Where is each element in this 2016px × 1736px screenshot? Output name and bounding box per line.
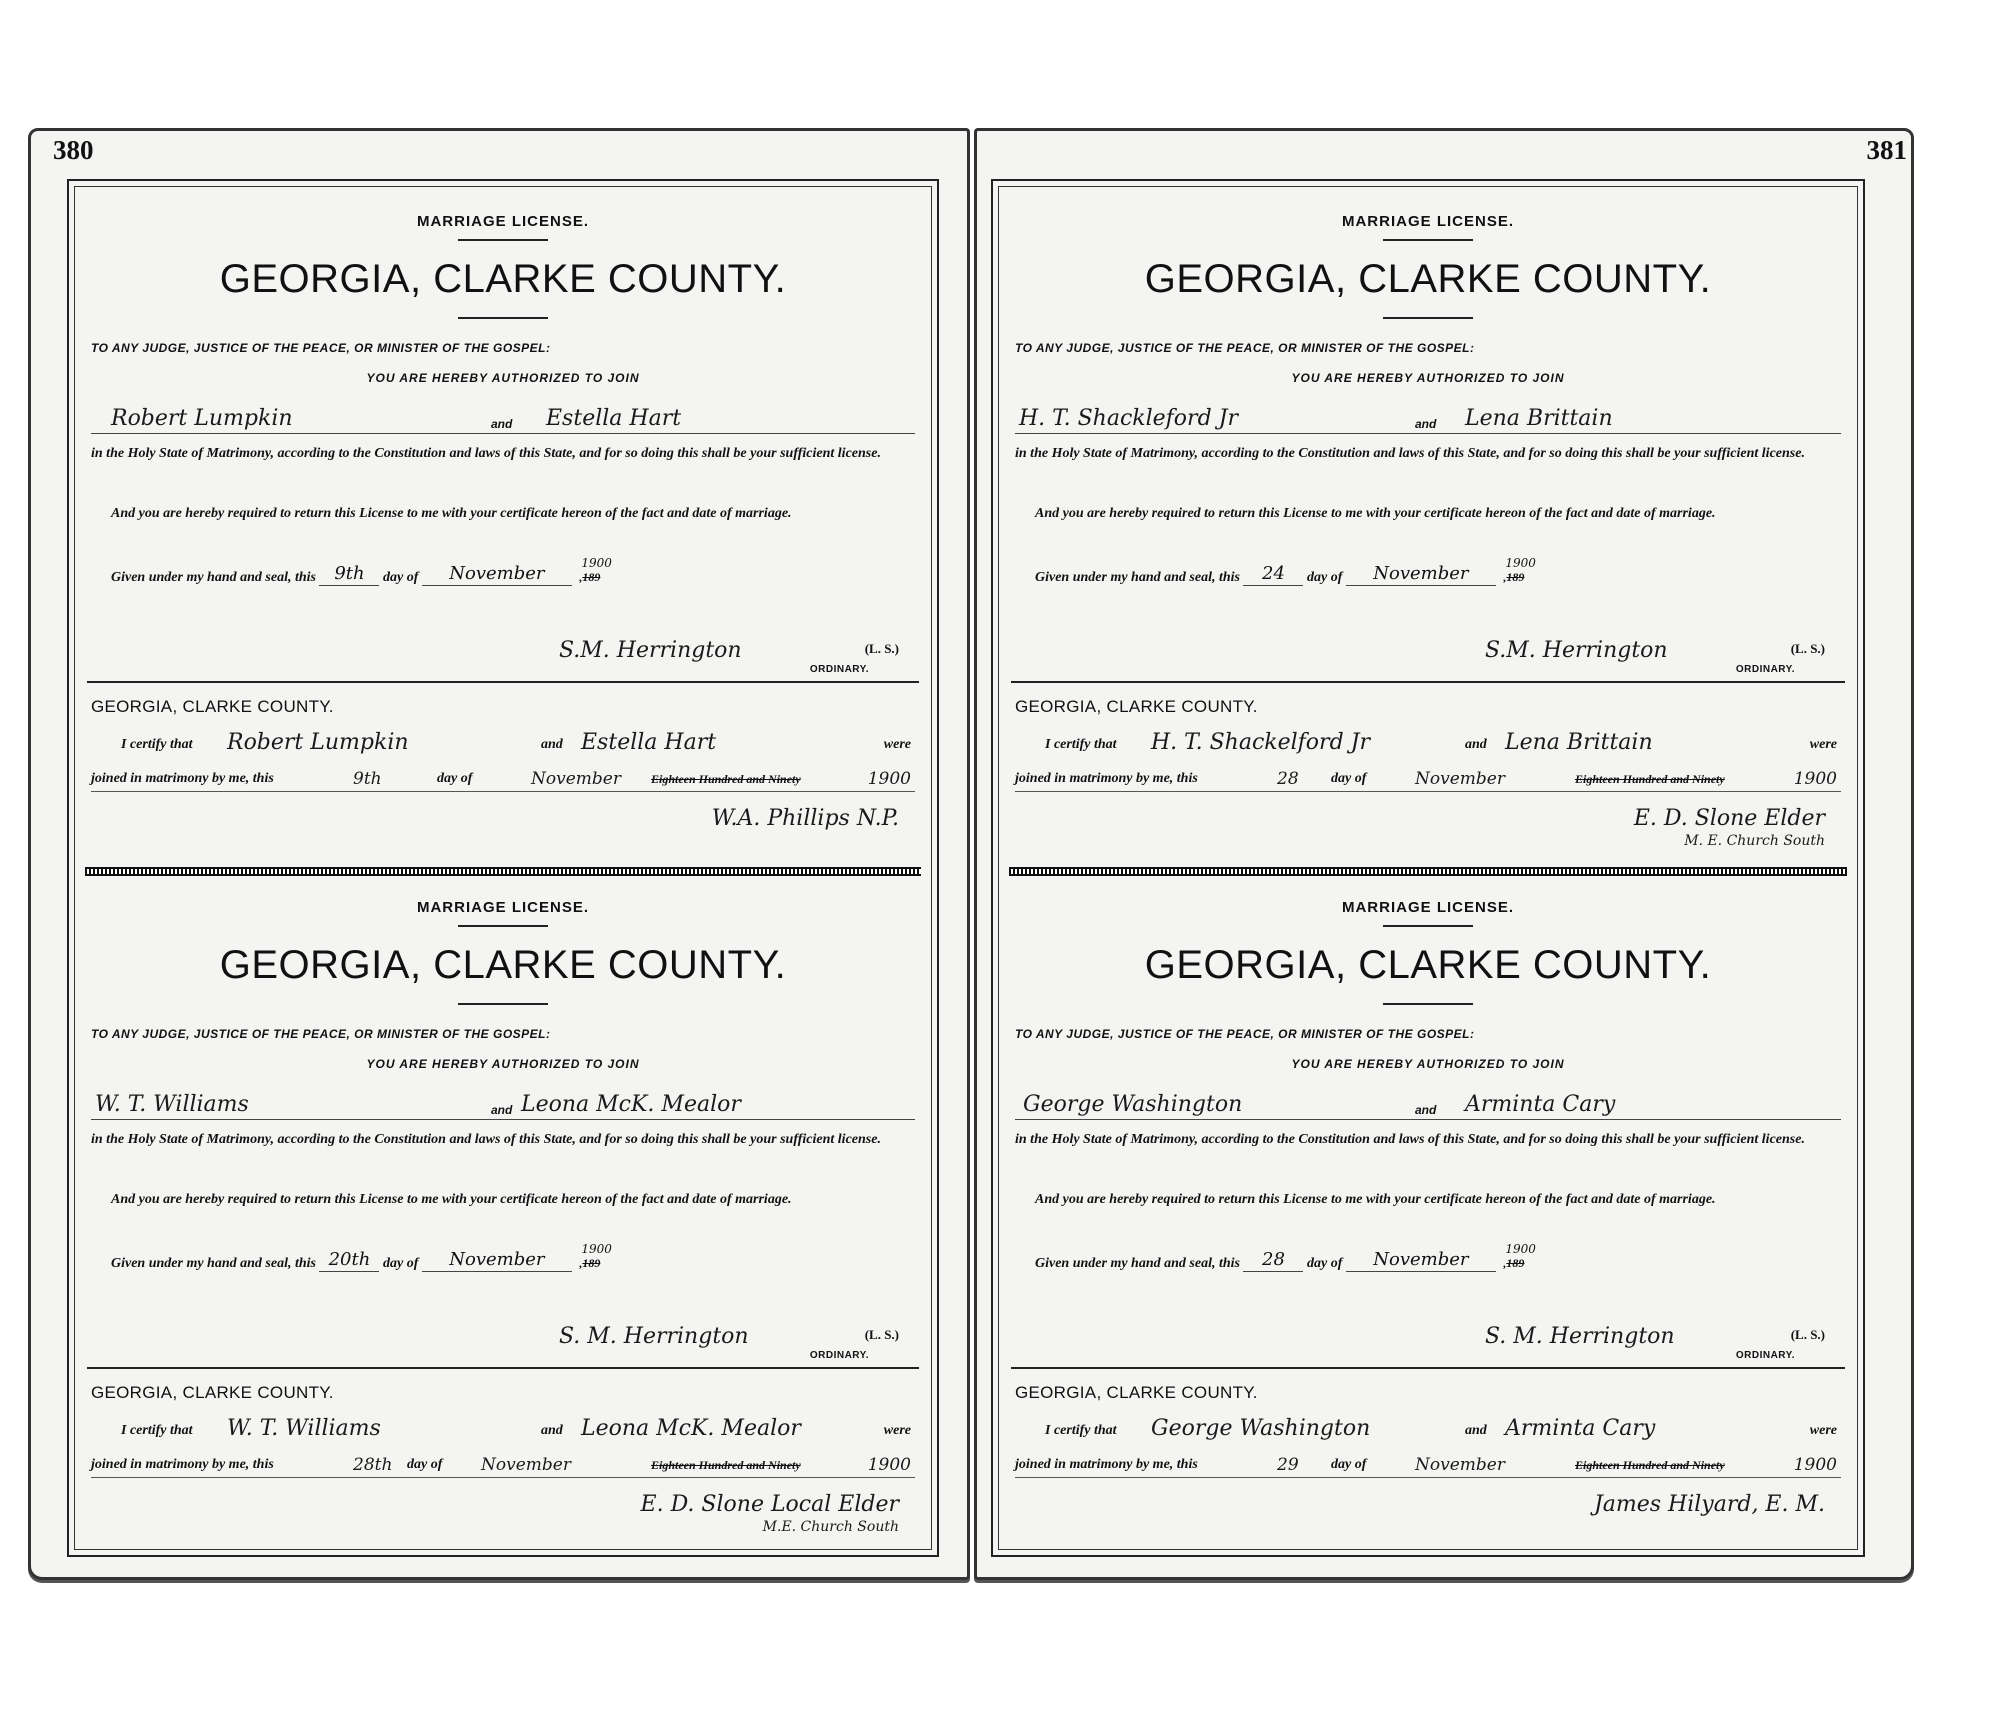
page-number: 381 xyxy=(1866,135,1907,165)
certify-label: I certify that xyxy=(121,737,193,752)
authorization-line: YOU ARE HEREBY AUTHORIZED TO JOIN xyxy=(366,371,640,385)
authorization-line: YOU ARE HEREBY AUTHORIZED TO JOIN xyxy=(1291,1057,1565,1071)
heavy-divider xyxy=(85,867,921,876)
divider xyxy=(1011,1367,1845,1369)
certificate-groom: W. T. Williams xyxy=(227,1416,381,1441)
seal-label: (L. S.) xyxy=(1790,1327,1825,1342)
officiant-title: M.E. Church South xyxy=(762,1519,899,1535)
day-of-label: day of xyxy=(1331,1457,1367,1472)
license-header: MARRIAGE LICENSE. xyxy=(1341,213,1514,230)
certificate-groom: H. T. Shackelford Jr xyxy=(1151,730,1370,755)
certificate-month: November xyxy=(531,769,621,789)
certificate-date-line xyxy=(1015,1447,1841,1478)
ordinary-signature: S.M. Herrington xyxy=(1485,638,1668,663)
certificate-bride: Lena Brittain xyxy=(1505,730,1653,755)
county-title: GEORGIA, CLARKE COUNTY. xyxy=(1144,943,1712,987)
groom-name: Robert Lumpkin xyxy=(111,406,293,431)
bride-name: Lena Brittain xyxy=(1465,406,1613,431)
addressed-to: TO ANY JUDGE, JUSTICE OF THE PEACE, OR MINISTER OF THE GOSPEL: xyxy=(1015,1027,1475,1041)
day-of-label: day of xyxy=(1331,771,1367,786)
and-label: and xyxy=(1415,1103,1437,1117)
year: , 1900 189 xyxy=(579,1242,612,1270)
eighteen-hundred-label: Eighteen Hundred and Ninety xyxy=(1575,1458,1725,1472)
given-line xyxy=(1035,556,1536,586)
given-day: 24 xyxy=(1243,563,1303,586)
divider xyxy=(1383,925,1473,927)
return-text: And you are hereby required to return this License to me with your certificate hereon of the fact and date of marriage. xyxy=(1035,1192,1716,1207)
and-label: and xyxy=(1465,737,1487,752)
certificate-bride: Arminta Cary xyxy=(1505,1416,1656,1441)
officiant-signature xyxy=(479,795,899,835)
names-line xyxy=(91,1085,915,1120)
seal-label: (L. S.) xyxy=(864,641,899,656)
given-label: Given under my hand and seal, this xyxy=(111,1256,316,1271)
divider xyxy=(1011,681,1845,683)
year-printed: 189 xyxy=(582,570,601,584)
names-line xyxy=(1015,1085,1841,1120)
certificate-month: November xyxy=(1415,769,1505,789)
joined-label: joined in matrimony by me, this xyxy=(1015,1457,1198,1472)
divider xyxy=(87,681,919,683)
ordinary-signature-block xyxy=(1485,615,1825,675)
day-of-label: day of xyxy=(407,1457,443,1472)
county-title: GEORGIA, CLARKE COUNTY. xyxy=(219,943,787,987)
certificate-names-line xyxy=(91,723,915,757)
groom-name: W. T. Williams xyxy=(95,1092,249,1117)
license-record xyxy=(87,195,919,861)
officiant-signature xyxy=(479,1481,899,1535)
authorization-line: YOU ARE HEREBY AUTHORIZED TO JOIN xyxy=(1291,371,1565,385)
certificate-county: GEORGIA, CLARKE COUNTY. xyxy=(1015,1383,1258,1402)
certificate-date-line xyxy=(91,761,915,792)
matrimony-text: in the Holy State of Matrimony, according to the Constitution and laws of this State, and for so doing this shall be your sufficient license. xyxy=(1015,1132,1805,1147)
matrimony-text: in the Holy State of Matrimony, according to the Constitution and laws of this State, and for so doing this shall be your sufficient license. xyxy=(91,446,881,461)
divider xyxy=(87,1367,919,1369)
groom-name: George Washington xyxy=(1023,1092,1243,1117)
certificate-county: GEORGIA, CLARKE COUNTY. xyxy=(91,697,334,716)
county-title: GEORGIA, CLARKE COUNTY. xyxy=(1144,257,1712,301)
certificate-county: GEORGIA, CLARKE COUNTY. xyxy=(91,1383,334,1402)
given-label: Given under my hand and seal, this xyxy=(1035,570,1240,585)
divider xyxy=(1383,239,1473,241)
given-label: Given under my hand and seal, this xyxy=(111,570,316,585)
year-written: 1900 xyxy=(581,1242,612,1256)
addressed-to: TO ANY JUDGE, JUSTICE OF THE PEACE, OR MINISTER OF THE GOSPEL: xyxy=(91,341,551,355)
officiant-name: E. D. Slone Elder xyxy=(1633,806,1825,831)
certify-label: I certify that xyxy=(1045,737,1117,752)
and-label: and xyxy=(1465,1423,1487,1438)
given-line xyxy=(111,556,612,586)
certificate-names-line xyxy=(1015,723,1841,757)
certificate-year: 1900 xyxy=(867,769,911,789)
certificate-names-line xyxy=(1015,1409,1841,1443)
groom-name: H. T. Shackleford Jr xyxy=(1019,406,1238,431)
were-label: were xyxy=(1809,1423,1837,1438)
were-label: were xyxy=(1809,737,1837,752)
officiant-name: James Hilyard, E. M. xyxy=(1593,1492,1825,1517)
year: , 1900 189 xyxy=(579,556,612,584)
given-line xyxy=(1035,1242,1536,1272)
license-record xyxy=(87,881,919,1547)
officiant-signature xyxy=(1405,795,1825,849)
and-label: and xyxy=(541,1423,563,1438)
year-printed: 189 xyxy=(1506,1256,1525,1270)
certificate-day: 9th xyxy=(353,769,382,789)
seal-label: (L. S.) xyxy=(864,1327,899,1342)
ledger-page-right xyxy=(974,128,1914,1580)
given-month: November xyxy=(422,1249,572,1272)
divider xyxy=(458,239,548,241)
certificate-day: 28th xyxy=(353,1455,393,1475)
return-text: And you are hereby required to return this License to me with your certificate hereon of the fact and date of marriage. xyxy=(111,1192,792,1207)
officiant-name: E. D. Slone Local Elder xyxy=(640,1492,899,1517)
certificate-month: November xyxy=(481,1455,571,1475)
and-label: and xyxy=(1415,417,1437,431)
and-label: and xyxy=(491,1103,513,1117)
day-of-label: day of xyxy=(1306,570,1343,585)
and-label: and xyxy=(541,737,563,752)
certificate-names-line xyxy=(91,1409,915,1443)
certificate-day: 28 xyxy=(1277,769,1299,789)
certificate-bride: Leona McK. Mealor xyxy=(581,1416,801,1441)
joined-label: joined in matrimony by me, this xyxy=(91,771,274,786)
ordinary-signature: S. M. Herrington xyxy=(1485,1324,1675,1349)
license-record xyxy=(1011,195,1845,861)
divider xyxy=(1383,1003,1473,1005)
officiant-signature xyxy=(1405,1481,1825,1521)
year-printed: 189 xyxy=(1506,570,1525,584)
divider xyxy=(1383,317,1473,319)
year-written: 1900 xyxy=(1505,1242,1536,1256)
matrimony-text: in the Holy State of Matrimony, according to the Constitution and laws of this State, and for so doing this shall be your sufficient license. xyxy=(91,1132,881,1147)
day-of-label: day of xyxy=(382,1256,419,1271)
addressed-to: TO ANY JUDGE, JUSTICE OF THE PEACE, OR MINISTER OF THE GOSPEL: xyxy=(1015,341,1475,355)
license-record xyxy=(1011,881,1845,1547)
joined-label: joined in matrimony by me, this xyxy=(1015,771,1198,786)
county-title: GEORGIA, CLARKE COUNTY. xyxy=(219,257,787,301)
given-day: 9th xyxy=(319,563,379,586)
officiant-name: W.A. Phillips N.P. xyxy=(711,806,899,831)
divider xyxy=(458,1003,548,1005)
names-line xyxy=(91,399,915,434)
given-day: 28 xyxy=(1243,1249,1303,1272)
certificate-date-line xyxy=(1015,761,1841,792)
day-of-label: day of xyxy=(382,570,419,585)
seal-label: (L. S.) xyxy=(1790,641,1825,656)
heavy-divider xyxy=(1009,867,1847,876)
ordinary-label: ORDINARY. xyxy=(809,1350,869,1361)
license-header: MARRIAGE LICENSE. xyxy=(1341,899,1514,916)
certificate-bride: Estella Hart xyxy=(581,730,717,755)
page-frame xyxy=(991,179,1865,1557)
year-written: 1900 xyxy=(581,556,612,570)
matrimony-text: in the Holy State of Matrimony, according to the Constitution and laws of this State, and for so doing this shall be your sufficient license. xyxy=(1015,446,1805,461)
given-month: November xyxy=(1346,563,1496,586)
ordinary-signature: S.M. Herrington xyxy=(559,638,742,663)
certify-label: I certify that xyxy=(121,1423,193,1438)
license-header: MARRIAGE LICENSE. xyxy=(416,213,589,230)
year: , 1900 189 xyxy=(1503,1242,1536,1270)
ledger-page-left xyxy=(28,128,970,1580)
bride-name: Estella Hart xyxy=(546,406,682,431)
ordinary-label: ORDINARY. xyxy=(1735,664,1795,675)
page-number: 380 xyxy=(53,135,94,165)
given-label: Given under my hand and seal, this xyxy=(1035,1256,1240,1271)
ordinary-signature-block xyxy=(559,615,899,675)
return-text: And you are hereby required to return this License to me with your certificate hereon of the fact and date of marriage. xyxy=(1035,506,1716,521)
were-label: were xyxy=(883,737,911,752)
bride-name: Leona McK. Mealor xyxy=(521,1092,741,1117)
ordinary-label: ORDINARY. xyxy=(809,664,869,675)
year: , 1900 189 xyxy=(1503,556,1536,584)
page-frame xyxy=(67,179,939,1557)
eighteen-hundred-label: Eighteen Hundred and Ninety xyxy=(1575,772,1725,786)
given-day: 20th xyxy=(319,1249,379,1272)
divider xyxy=(458,317,548,319)
certificate-year: 1900 xyxy=(1793,769,1837,789)
names-line xyxy=(1015,399,1841,434)
license-header: MARRIAGE LICENSE. xyxy=(416,899,589,916)
joined-label: joined in matrimony by me, this xyxy=(91,1457,274,1472)
divider xyxy=(458,925,548,927)
certificate-groom: George Washington xyxy=(1151,1416,1371,1441)
ordinary-signature-block xyxy=(559,1301,899,1361)
were-label: were xyxy=(883,1423,911,1438)
certify-label: I certify that xyxy=(1045,1423,1117,1438)
certificate-year: 1900 xyxy=(1793,1455,1837,1475)
certificate-year: 1900 xyxy=(867,1455,911,1475)
eighteen-hundred-label: Eighteen Hundred and Ninety xyxy=(651,772,801,786)
bride-name: Arminta Cary xyxy=(1465,1092,1616,1117)
given-month: November xyxy=(1346,1249,1496,1272)
eighteen-hundred-label: Eighteen Hundred and Ninety xyxy=(651,1458,801,1472)
ordinary-signature: S. M. Herrington xyxy=(559,1324,749,1349)
certificate-groom: Robert Lumpkin xyxy=(227,730,409,755)
day-of-label: day of xyxy=(1306,1256,1343,1271)
officiant-title: M. E. Church South xyxy=(1684,833,1825,849)
day-of-label: day of xyxy=(437,771,473,786)
and-label: and xyxy=(491,417,513,431)
given-month: November xyxy=(422,563,572,586)
year-printed: 189 xyxy=(582,1256,601,1270)
given-line xyxy=(111,1242,612,1272)
certificate-date-line xyxy=(91,1447,915,1478)
certificate-day: 29 xyxy=(1277,1455,1299,1475)
ordinary-signature-block xyxy=(1485,1301,1825,1361)
authorization-line: YOU ARE HEREBY AUTHORIZED TO JOIN xyxy=(366,1057,640,1071)
addressed-to: TO ANY JUDGE, JUSTICE OF THE PEACE, OR MINISTER OF THE GOSPEL: xyxy=(91,1027,551,1041)
ordinary-label: ORDINARY. xyxy=(1735,1350,1795,1361)
return-text: And you are hereby required to return this License to me with your certificate hereon of the fact and date of marriage. xyxy=(111,506,792,521)
certificate-county: GEORGIA, CLARKE COUNTY. xyxy=(1015,697,1258,716)
certificate-month: November xyxy=(1415,1455,1505,1475)
year-written: 1900 xyxy=(1505,556,1536,570)
